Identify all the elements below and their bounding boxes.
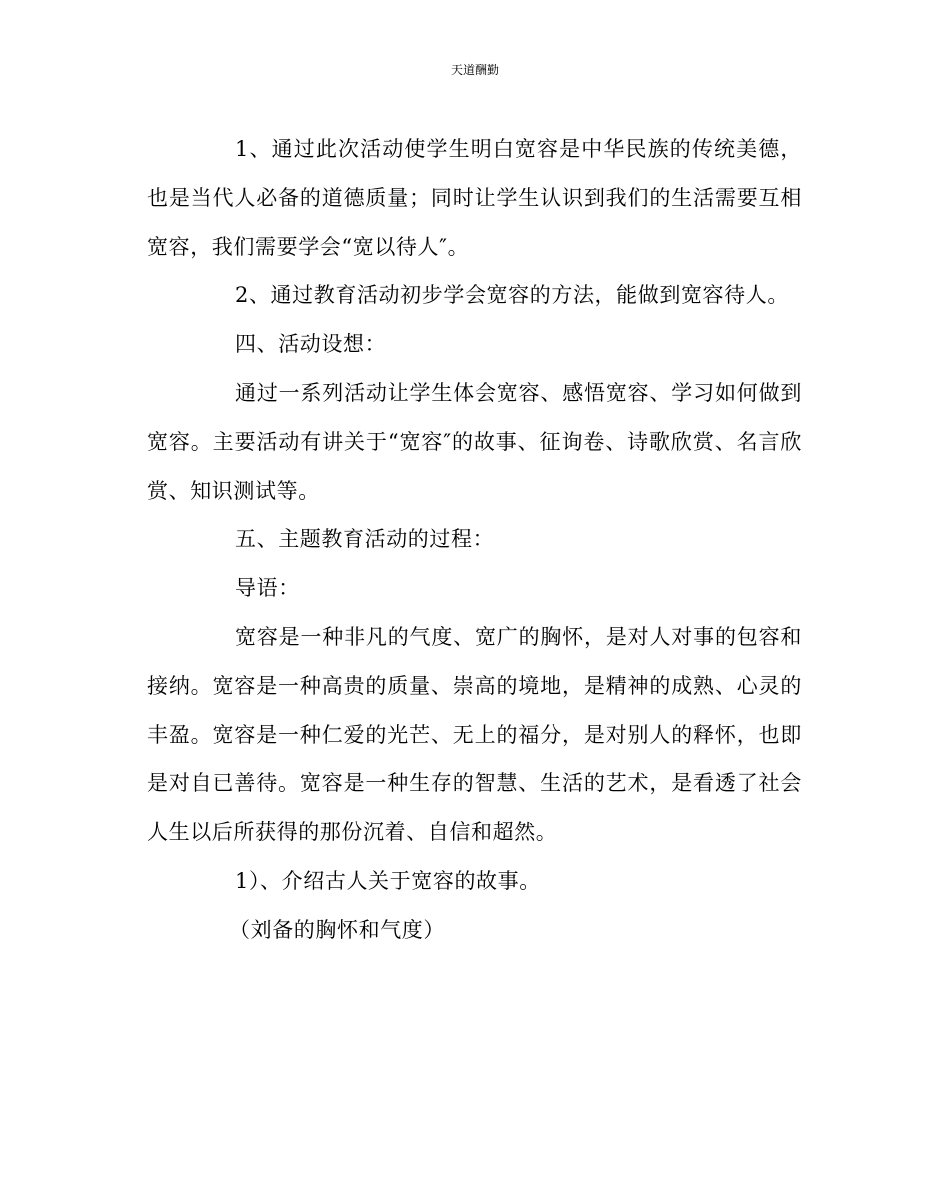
- section-heading-process: 五、主题教育活动的过程：: [235, 527, 495, 552]
- paragraph-objective-2: 2、通过教育活动初步学会宽容的方法，能做到宽容待人。: [235, 283, 789, 308]
- paragraph-introduction: 宽容是一种非凡的气度、宽广的胸怀，是对人对事的包容和接纳。宽容是一种高贵的质量、崇高的境地，是精神的成熟、心灵的丰盈。宽容是一种仁爱的光芒、无上的福分，是对别人的释怀，也即是对自已善待。宽容是一种生存的智慧、生活的艺术，是看透了社会人生以后所获得的那份沉着、自信和超然。: [147, 624, 802, 845]
- story-title: （刘备的胸怀和气度）: [229, 917, 445, 942]
- document-body: [147, 125, 802, 955]
- page-header: 天道酬勤: [450, 63, 499, 77]
- subheading-introduction: 导语：: [235, 576, 300, 601]
- paragraph-activity-plan: 通过一系列活动让学生体会宽容、感悟宽容、学习如何做到宽容。主要活动有讲关于“宽容″的故事、征询卷、诗歌欣赏、名言欣赏、知识测试等。: [147, 380, 802, 503]
- list-item-ancient-stories: 1）、介绍古人关于宽容的故事。: [235, 868, 541, 893]
- section-heading-activity-plan: 四、活动设想：: [235, 332, 387, 357]
- paragraph-objective-1: 1、通过此次活动使学生明白宽容是中华民族的传统美德，也是当代人必备的道德质量；同时让学生认识到我们的生活需要互相宽容，我们需要学会“宽以待人″。: [147, 137, 802, 259]
